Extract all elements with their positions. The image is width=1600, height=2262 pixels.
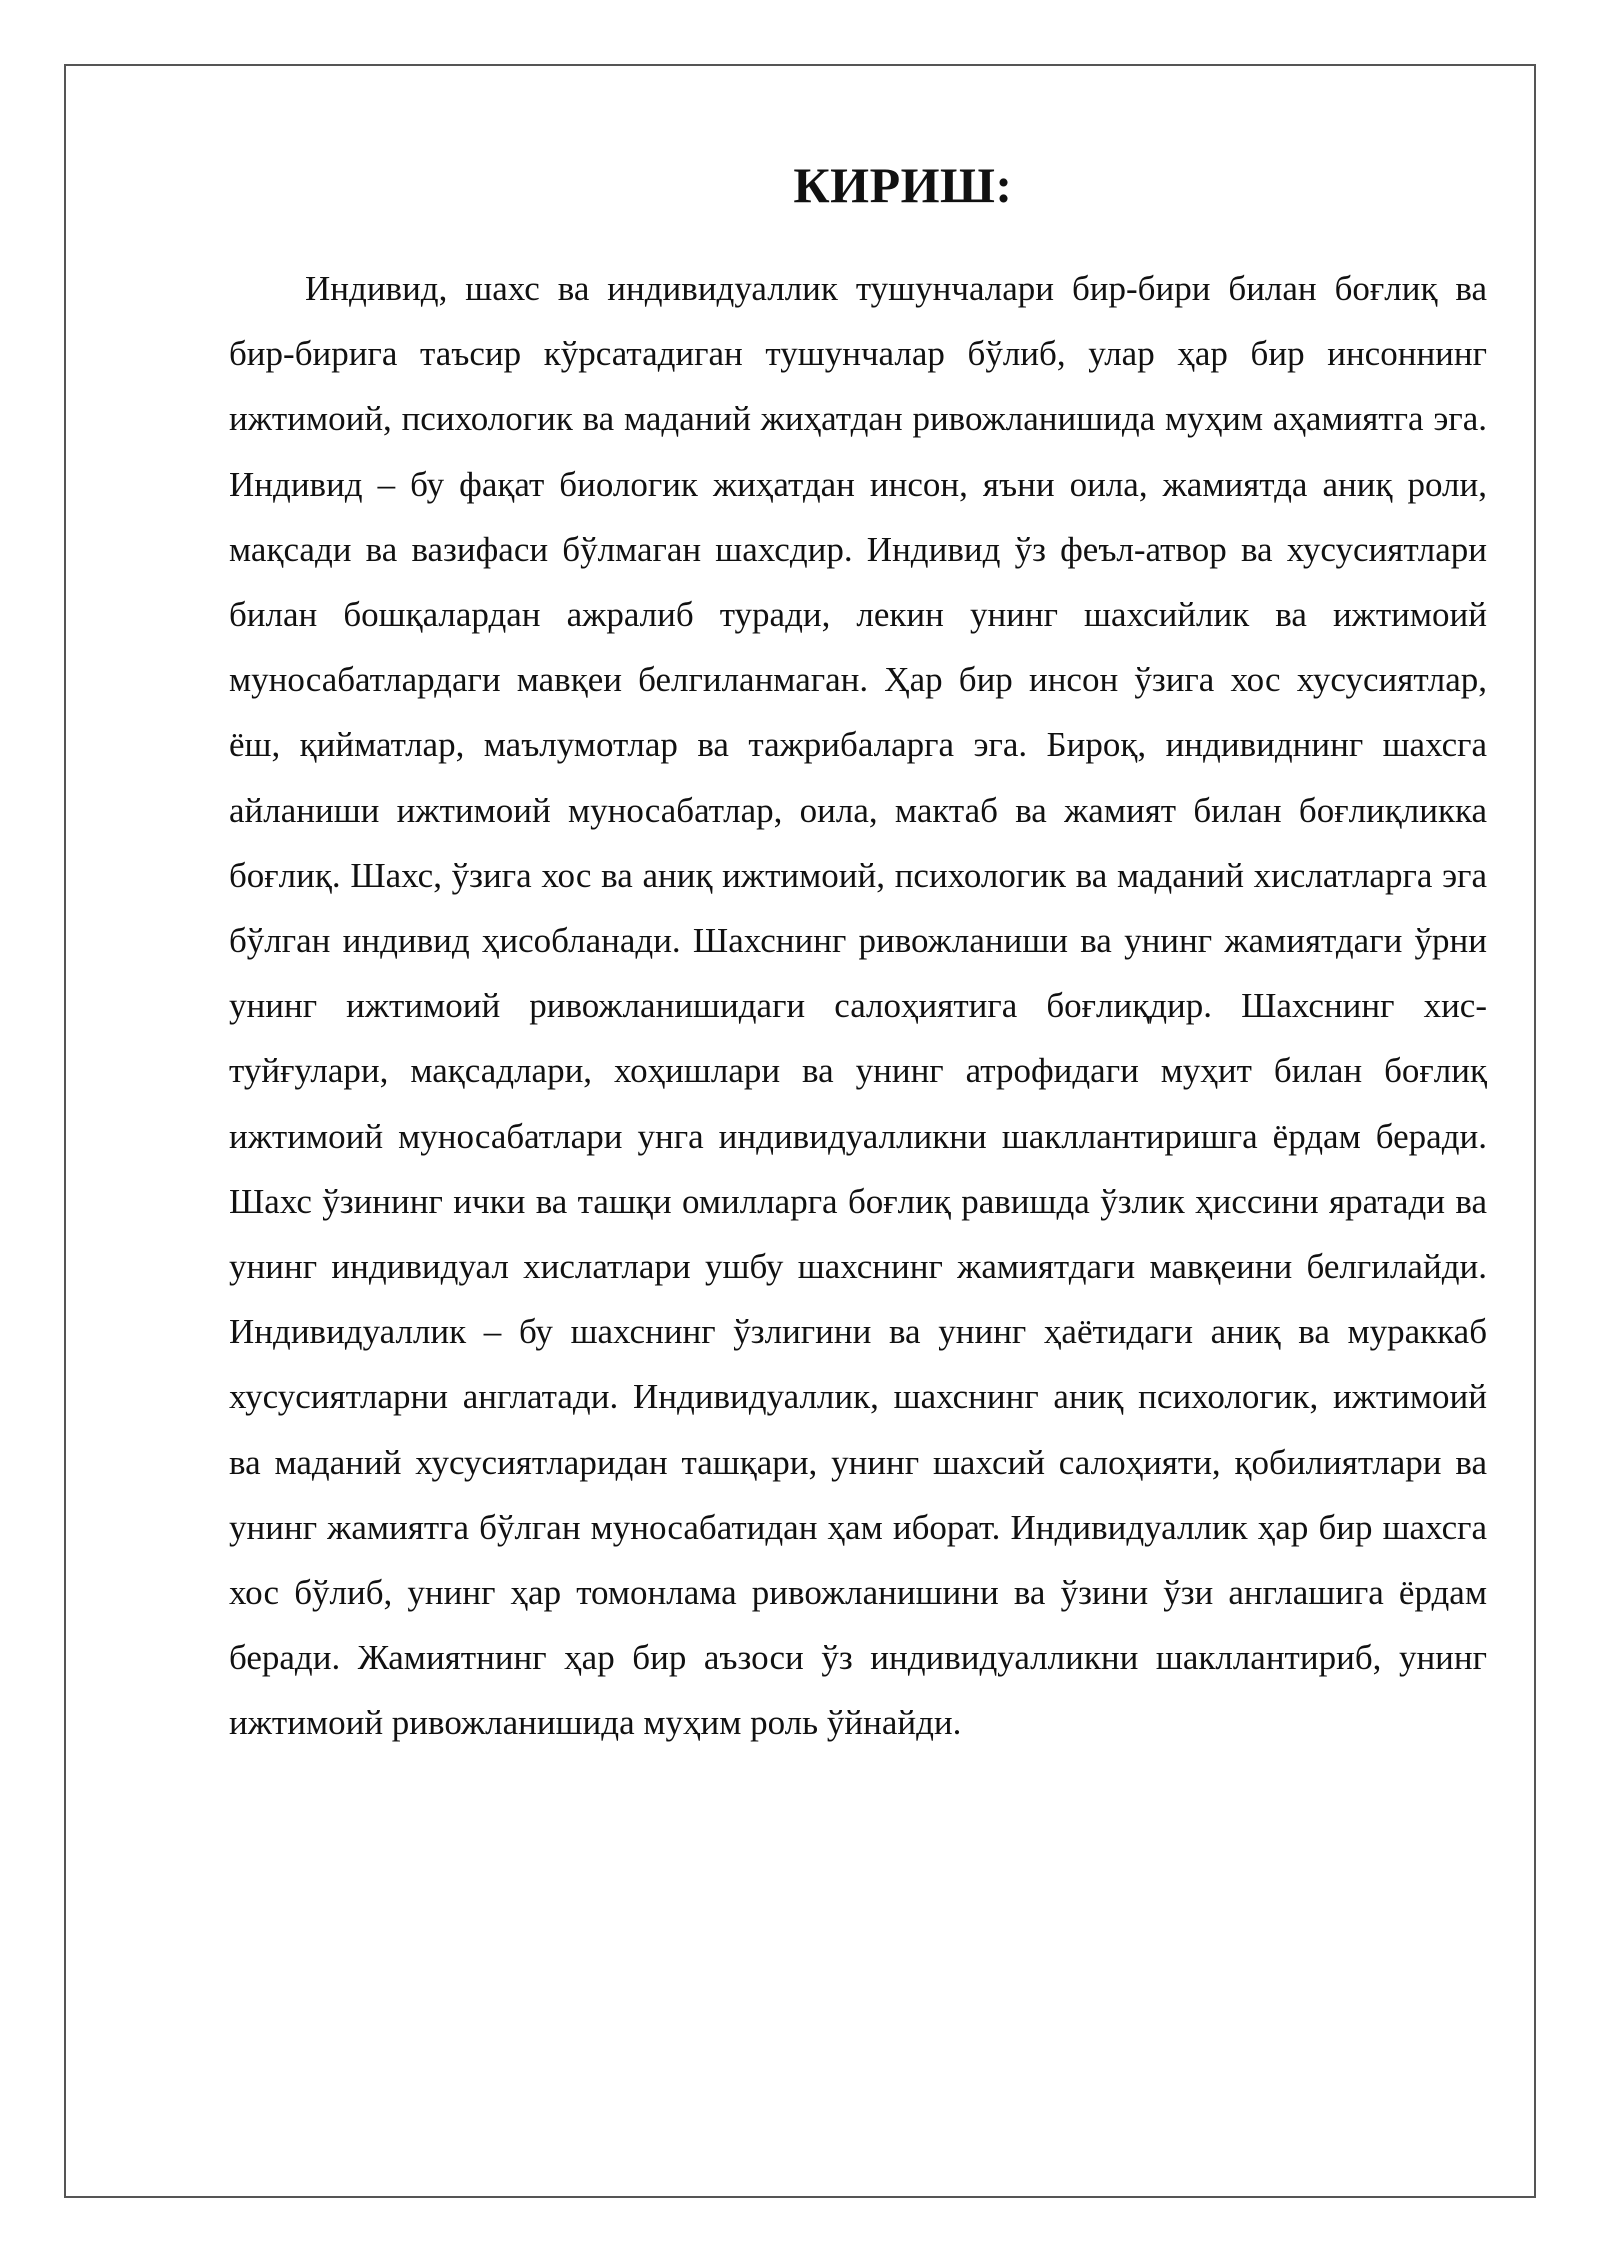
intro-paragraph: Индивид, шахс ва индивидуаллик тушунчалари бир-бири билан боғлиқ ва бир-бирига таъсир кўрсатадиган тушунчалар бўлиб, улар ҳар бир инсоннинг ижтимоий, психологик ва маданий жиҳатдан ривожланишида муҳим аҳамиятга эга. Индивид – бу фақат биологик жиҳатдан инсон, яъни оила, жамиятда аниқ роли, мақсади ва вазифаси бўлмаган шахсдир. Индивид ўз феъл-атвор ва хусусиятлари билан бошқалардан ажралиб туради, лекин унинг шахсийлик ва ижтимоий муносабатлардаги мавқеи белгиланмаган. Ҳар бир инсон ўзига хос хусусиятлар, ёш, қийматлар, маълумотлар ва тажрибаларга эга. Бироқ, индивиднинг шахсга айланиши ижтимоий муносабатлар, оила, мактаб ва жамият билан боғлиқликка боғлиқ. Шахс, ўзига хос ва аниқ ижтимоий, психологик ва маданий хислатларга эга бўлган индивид ҳисобланади. Шахснинг ривожланиши ва унинг жамиятдаги ўрни унинг ижтимоий ривожланишидаги салоҳиятига боғлиқдир. Шахснинг хис-туйғулари, мақсадлари, хоҳишлари ва унинг атрофидаги муҳит билан боғлиқ ижтимоий муносабатлари унга индивидуалликни шакллантиришга ёрдам беради. Шахс ўзининг ички ва ташқи омилларга боғлиқ равишда ўзлик ҳиссини яратади ва унинг индивидуал хислатлари ушбу шахснинг жамиятдаги мавқеини белгилайди. Индивидуаллик – бу шахснинг ўзлигини ва унинг ҳаётидаги аниқ ва мураккаб хусусиятларни англатади. Индивидуаллик, шахснинг аниқ психологик, ижтимоий ва маданий хусусиятларидан ташқари, унинг шахсий салоҳияти, қобилиятлари ва унинг жамиятга бўлган муносабатидан ҳам иборат. Индивидуаллик ҳар бир шахсга хос бўлиб, унинг ҳар томонлама ривожланишини ва ўзини ўзи англашига ёрдам беради. Жамиятнинг ҳар бир аъзоси ўз индивидуалликни шакллантириб, унинг ижтимоий ривожланишида муҳим роль ўйнайди. — [229, 269, 1487, 1743]
document-title: КИРИШ: — [793, 157, 1013, 213]
document-content — [229, 150, 1487, 1756]
